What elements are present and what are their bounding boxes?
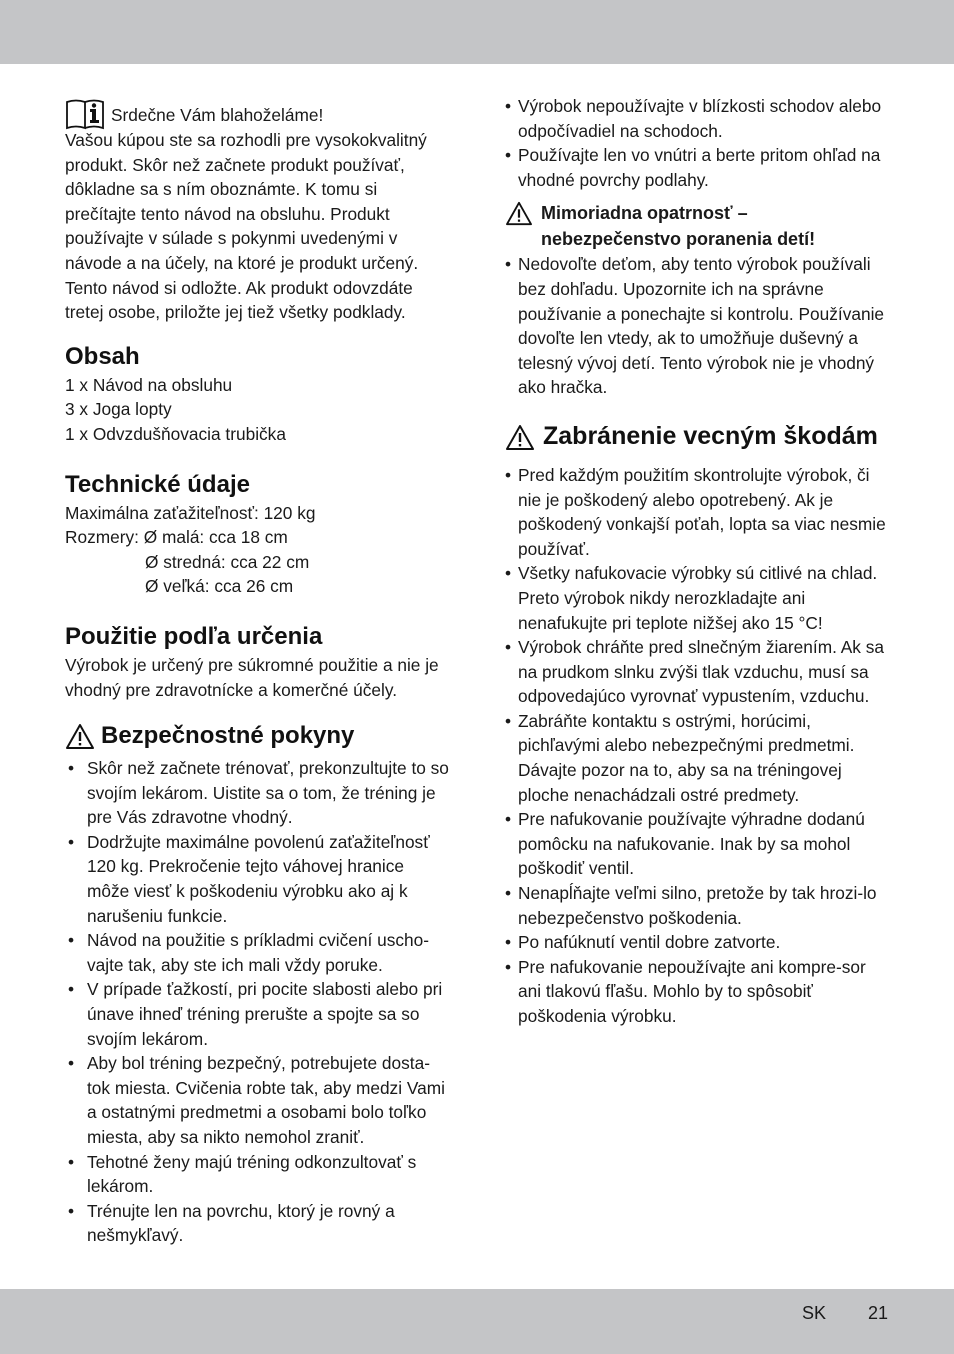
safety-title-row [65, 720, 450, 752]
intro-greeting-line [65, 98, 450, 128]
intended-use-text: Výrobok je určený pre súkromné použitie a nie je vhodný pre zdravotnícke a komerčné účely. [65, 654, 439, 700]
warning-triangle-icon [65, 723, 95, 750]
list-item: • Používajte len vo vnútri a berte pritom ohľad na vhodné povrchy podlahy. [505, 143, 890, 192]
list-item: 3 x Joga lopty [65, 399, 172, 420]
warning-triangle-icon [505, 424, 535, 451]
safety-list [65, 756, 450, 1248]
list-item: • Po nafúknutí ventil dobre zatvorte. [505, 930, 890, 955]
intro-greeting: Srdečne Vám blahoželáme! [111, 105, 324, 126]
list-item: • Dodržujte maximálne povolenú zaťažiteľnosť 120 kg. Prekročenie tejto váhovej hranice môže viesť k poškodeniu výrobku ako aj k narušeniu funkcie. [65, 830, 450, 928]
technical-dimensions: Rozmery: Ø malá: cca 18 cm [65, 527, 288, 548]
list-item: • Návod na použitie s príkladmi cvičení uscho-vajte tak, aby ste ich mali vždy poruke. [65, 928, 450, 977]
list-item: • Aby bol tréning bezpečný, potrebujete dosta-tok miesta. Cvičenia robte tak, aby medzi Vami a ostatnými predmetmi a osobami bolo toľko miesta, aby sa nikto nemohol zraniť. [65, 1051, 450, 1149]
children-warning-title-row [505, 200, 890, 252]
list-item: 1 x Odvzdušňovacia trubička [65, 423, 286, 444]
list-item: • Trénujte len na povrchu, ktorý je rovný a nešmykľavý. [65, 1199, 450, 1248]
contents-list [65, 373, 450, 447]
list-item: 1 x Návod na obsluhu [65, 374, 233, 395]
damage-title: Zabránenie vecným škodám [543, 421, 878, 450]
technical-load: Maximálna zaťažiteľnosť: 120 kg [65, 502, 316, 523]
safety-title: Bezpečnostné pokyny [101, 722, 355, 750]
intro-text: Vašou kúpou ste sa rozhodli pre vysokokvalitný produkt. Skôr než začnete produkt používať, dôkladne sa s ním oboznámte. K tomu si prečítajte tento návod na obsluhu. Produkt používajte v súlade s pokynmi uvedenými v návode a na účely, na ktoré je produkt určený. Tento návod si odložte. Ak produkt odovzdáte tretej osobe, priložte jej tiež všetky podklady. [65, 130, 427, 323]
info-manual-icon [65, 98, 107, 130]
list-item: • Pred každým použitím skontrolujte výrobok, či nie je poškodený alebo opotrebený. Ak je poškodený vonkajší poťah, lopta sa viac nesmie používať. [505, 463, 890, 561]
technical-dimension: Ø stredná: cca 22 cm [145, 551, 310, 572]
contents-title: Obsah [65, 342, 140, 370]
children-warning-title: Mimoriadna opatrnosť – nebezpečenstvo poranenia detí! [541, 203, 816, 250]
list-item: • Zabráňte kontaktu s ostrými, horúcimi, pichľavými alebo nebezpečnými predmetmi. Dávajte pozor na to, aby sa na tréningovej ploche nenachádzali ostré predmety. [505, 709, 890, 807]
right-column [505, 94, 890, 1029]
left-column [65, 98, 450, 1248]
damage-list [505, 463, 890, 1029]
list-item: • Tehotné ženy majú tréning odkonzultovať s lekárom. [65, 1150, 450, 1199]
list-item: • Pre nafukovanie nepoužívajte ani kompre-sor ani tlakovú fľašu. Mohlo by to spôsobiť poškodenia výrobku. [505, 955, 890, 1029]
safety-list-continued [505, 94, 890, 192]
damage-title-row [505, 420, 890, 453]
warning-triangle-icon [505, 201, 533, 226]
intended-use-title: Použitie podľa určenia [65, 622, 323, 650]
list-item: • Výrobok nepoužívajte v blízkosti schodov alebo odpočívadiel na schodoch. [505, 94, 890, 143]
technical-data [65, 501, 450, 599]
list-item: • Výrobok chráňte pred slnečným žiarením. Ak sa na prudkom slnku zvýši tlak vzduchu, musí sa odpovedajúco vyrovnať vypustením, vzduchu. [505, 635, 890, 709]
header-bar [0, 0, 954, 64]
technical-dimension: Ø veľká: cca 26 cm [145, 576, 294, 597]
list-item: • Skôr než začnete trénovať, prekonzultujte to so svojím lekárom. Uistite sa o tom, že tréning je pre Vás zdravotne vhodný. [65, 756, 450, 830]
page-number: 21 [868, 1303, 889, 1323]
list-item: • Pre nafukovanie používajte výhradne dodanú pomôcku na nafukovanie. Inak by sa mohol poškodiť ventil. [505, 807, 890, 881]
list-item: • V prípade ťažkostí, pri pocite slabosti alebo pri únave ihneď tréning prerušte a spojte sa so svojím lekárom. [65, 977, 450, 1051]
children-warning-list [505, 252, 890, 400]
list-item: • Všetky nafukovacie výrobky sú citlivé na chlad. Preto výrobok nikdy nerozkladajte ani nenafukujte pri teplote nižšej ako 15 °C! [505, 561, 890, 635]
footer-language: SK [802, 1303, 827, 1323]
list-item: • Nenapĺňajte veľmi silno, pretože by tak hrozi-lo nebezpečenstvo poškodenia. [505, 881, 890, 930]
list-item: • Nedovoľte deťom, aby tento výrobok používali bez dohľadu. Upozornite ich na správne používanie a ponechajte si kontrolu. Používanie dovoľte len vtedy, ak to umožňuje duševný a telesný vývoj detí. Tento výrobok nie je vhodný ako hračka. [505, 252, 890, 400]
technical-title: Technické údaje [65, 470, 250, 498]
